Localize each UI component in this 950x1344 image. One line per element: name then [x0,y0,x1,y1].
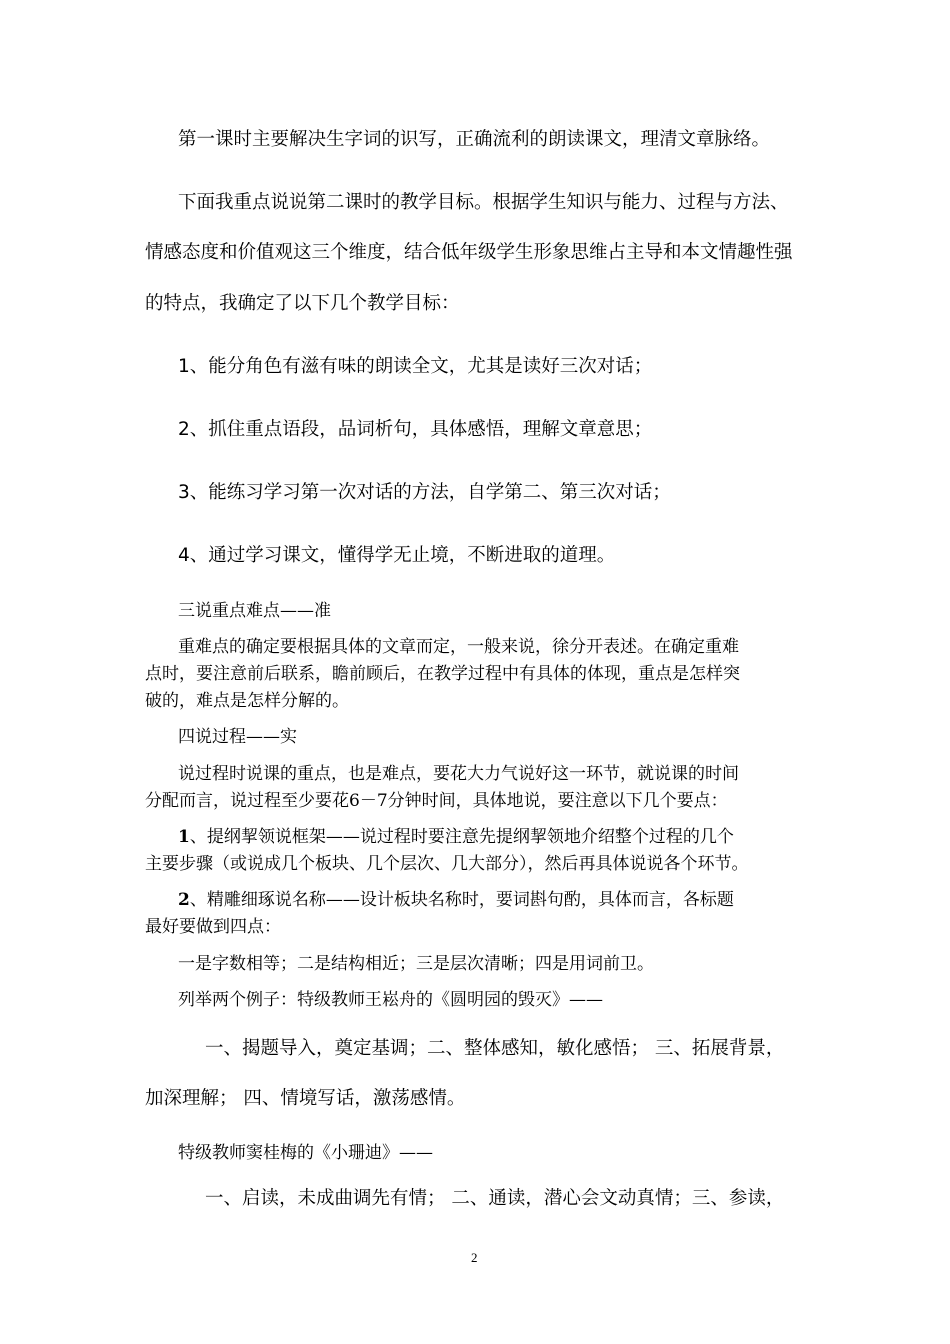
text-line: 最好要做到四点： [145,917,281,937]
section-heading: 四说过程——实 [178,727,297,747]
text-line: 分配而言，说过程至少要花6－7分钟时间，具体地说，要注意以下几个要点： [145,791,728,811]
point-text: 、精雕细琢说名称——设计板块名称时，要词斟句酌，具体而言，各标题 [189,890,734,910]
text-line: 列举两个例子：特级教师王崧舟的《圆明园的毁灭》—— [178,990,603,1010]
text-line: 重难点的确定要根据具体的文章而定，一般来说，徐分开表述。在确定重难 [178,637,739,657]
text-line: 说过程时说课的重点，也是难点，要花大力气说好这一环节，就说课的时间 [178,764,739,784]
point-line-1 [178,822,734,847]
text-line: 一、启读，未成曲调先有情； 二、通读，潜心会文动真情；三、参读， [205,1188,785,1209]
text-line: 破的，难点是怎样分解的。 [145,691,349,711]
point-line-2 [178,885,734,910]
text-line: 情感态度和价值观这三个维度，结合低年级学生形象思维占主导和本文情趣性强 [145,242,793,263]
goal-item-2: 2、抓住重点语段，品词析句，具体感悟，理解文章意思； [178,419,653,440]
text-line: 特级教师窦桂梅的《小珊迪》—— [178,1143,433,1163]
text-line: 主要步骤（或说成几个板块、几个层次、几大部分），然后再具体说说各个环节。 [145,854,749,874]
text-line: 加深理解； 四、情境写话，激荡感情。 [145,1088,466,1109]
text-line: 一、揭题导入，奠定基调；二、整体感知，敏化感悟； 三、拓展背景， [205,1038,785,1059]
text-line: 一是字数相等；二是结构相近；三是层次清晰；四是用词前卫。 [178,954,654,974]
goal-item-4: 4、通过学习课文，懂得学无止境，不断进取的道理。 [178,545,616,566]
point-text: 、提纲挈领说框架——说过程时要注意先提纲挈领地介绍整个过程的几个 [189,827,734,847]
text-line: 的特点，我确定了以下几个教学目标： [145,293,460,314]
section-heading: 三说重点难点——准 [178,601,331,621]
point-number: 1 [178,827,190,847]
goal-item-1: 1、能分角色有滋有味的朗读全文，尤其是读好三次对话； [178,356,653,377]
point-number: 2 [178,890,190,910]
text-line: 下面我重点说说第二课时的教学目标。根据学生知识与能力、过程与方法、 [178,192,789,213]
page-number: 2 [471,1250,478,1265]
goal-item-3: 3、能练习学习第一次对话的方法，自学第二、第三次对话； [178,482,671,503]
text-line: 点时，要注意前后联系，瞻前顾后，在教学过程中有具体的体现，重点是怎样突 [145,664,740,684]
text-line: 第一课时主要解决生字词的识写，正确流利的朗读课文，理清文章脉络。 [178,129,771,150]
